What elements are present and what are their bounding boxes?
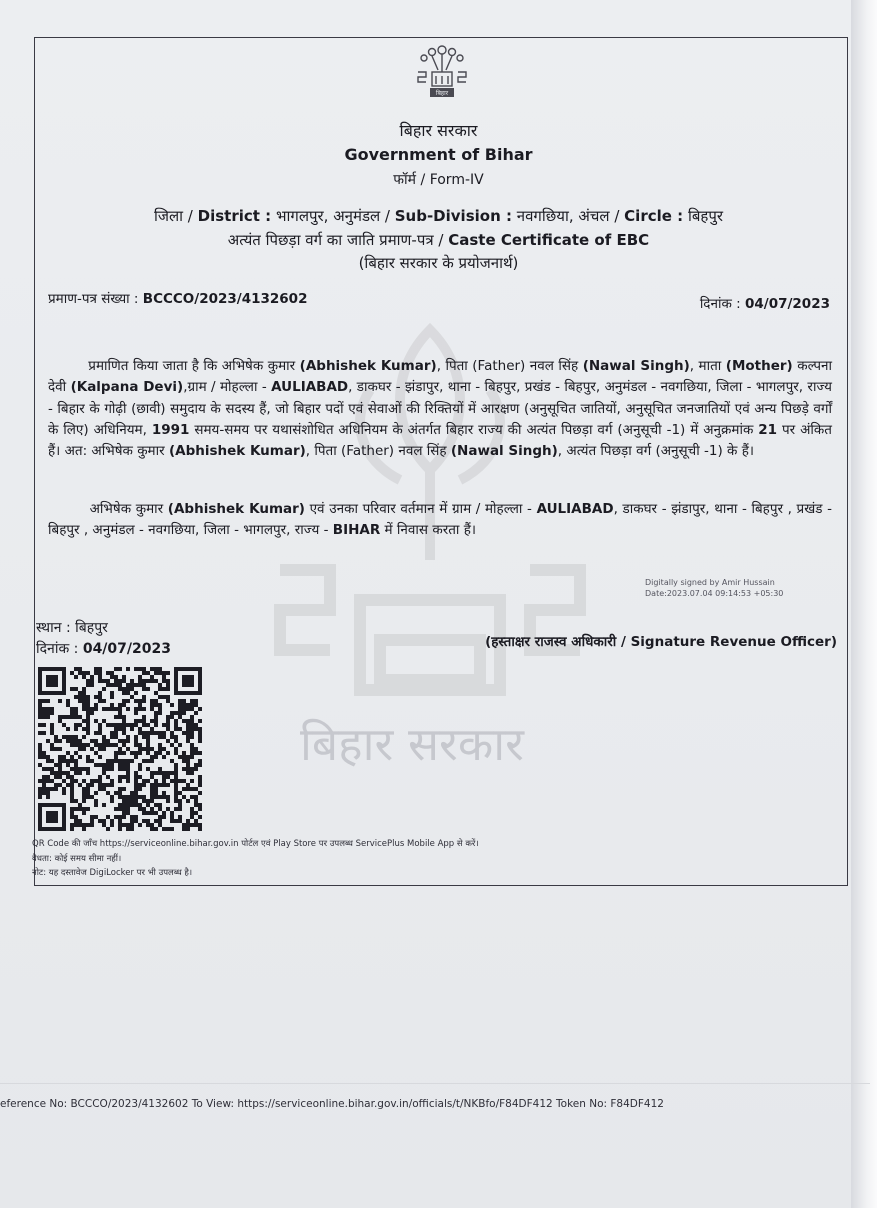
issue-date <box>700 294 830 312</box>
digital-signature-date: Date:2023.07.04 09:14:53 +05:30 <box>645 589 784 598</box>
issue-date-value: 04/07/2023 <box>744 296 830 312</box>
p1-text: प्रमाणित किया जाता है कि अभिषेक कुमार <box>88 358 296 374</box>
certificate-number <box>48 289 307 307</box>
p1-father: (Nawal Singh) <box>582 358 690 374</box>
place-date-block <box>36 618 171 660</box>
circle-label-en: Circle <box>624 207 672 225</box>
p1-serial: 21 <box>758 421 778 438</box>
p1-father: (Nawal Singh) <box>450 443 558 460</box>
p2-name: (Abhishek Kumar) <box>167 501 305 517</box>
digital-signature-stamp <box>645 577 783 599</box>
certificate-number-label: प्रमाण-पत्र संख्या : <box>48 291 139 307</box>
p2-text: में निवास करता हैं। <box>384 522 476 539</box>
fold-line <box>0 1083 870 1084</box>
district-label-hi: जिला <box>153 207 184 225</box>
emblem-label: बिहार <box>435 90 449 97</box>
p1-text: , पिता (Father) नवल सिंह <box>436 358 579 374</box>
p1-text: कल्पना देवी <box>48 358 833 396</box>
digital-signature-signer: Digitally signed by Amir Hussain <box>645 578 775 587</box>
certificate-number-value: BCCCO/2023/4132602 <box>142 291 308 307</box>
district-label-en: District <box>197 207 260 225</box>
place-label: स्थान : <box>36 620 71 636</box>
p1-text: , पिता (Father) नवल सिंह <box>305 443 447 460</box>
subdivision-label-hi: अनुमंडल <box>333 207 381 225</box>
p1-text: , माता <box>689 358 722 374</box>
footer-date-label: दिनांक : <box>36 641 79 657</box>
title-english: Caste Certificate of EBC <box>448 231 650 249</box>
certification-paragraph <box>48 356 832 462</box>
digilocker-note: नोट: यह दस्तावेज DigiLocker पर भी उपलब्ध है। <box>32 868 193 878</box>
district-value: भागलपुर <box>275 207 324 225</box>
circle-label-hi: अंचल <box>578 207 610 225</box>
validity-note: वैधता: कोई समय सीमा नहीं। <box>32 854 122 864</box>
p1-mother-label: (Mother) <box>725 358 793 374</box>
reference-line: eference No: BCCCO/2023/4132602 To View: https://serviceonline.bihar.gov.in/officials/t/NKBfo/F84DF412 Token No: F84DF412 <box>0 1098 664 1110</box>
p2-text: एवं उनका परिवार वर्तमान में ग्राम / मोहल्ला - <box>309 501 532 517</box>
p1-name: (Abhishek Kumar) <box>299 358 437 374</box>
qr-code[interactable] <box>38 667 202 831</box>
signature-label: (हस्ताक्षर राजस्व अधिकारी / Signature Revenue Officer) <box>485 634 837 650</box>
qr-verification-note: QR Code की जाँच https://serviceonline.bihar.gov.in पोर्टल एवं Play Store पर उपलब्ध ServicePlus Mobile App से करें। <box>32 839 479 849</box>
place-value: बिहपुर <box>75 620 108 636</box>
certificate-purpose: (बिहार सरकार के प्रयोजनार्थ) <box>358 254 519 272</box>
p1-year: 1991 <box>151 421 190 438</box>
p1-text: समय-समय पर यथासंशोधित अधिनियम के अंतर्गत बिहार राज्य की अत्यंत पिछड़ा वर्ग (अनुसूची -1) में अनुक्रमांक <box>194 421 754 438</box>
govt-english: Government of Bihar <box>344 145 533 164</box>
circle-value: बिहपुर <box>687 207 724 225</box>
certificate-title: अत्यंत पिछड़ा वर्ग का जाति प्रमाण-पत्र / Caste Certificate of EBC <box>227 231 650 249</box>
govt-hindi: बिहार सरकार <box>399 121 478 140</box>
p1-text: , अत्यंत पिछड़ा वर्ग (अनुसूची -1) के हैं। <box>557 443 754 460</box>
p2-text: , डाकघर - झंडापुर, थाना - बिहपुर , प्रखंड - बिहपुर , अनुमंडल - नवगछिया, जिला - भागलपुर, राज्य - <box>48 501 832 539</box>
jurisdiction-line: जिला / District : भागलपुर, अनुमंडल / Sub-Division : नवगछिया, अंचल / Circle : बिहपुर <box>153 207 724 225</box>
subdivision-label-en: Sub-Division <box>394 207 501 225</box>
issue-date-label: दिनांक : <box>699 296 741 312</box>
residence-paragraph <box>48 499 832 542</box>
p2-text: अभिषेक कुमार <box>89 501 164 517</box>
form-english: Form-IV <box>429 172 484 188</box>
title-hindi: अत्यंत पिछड़ा वर्ग का जाति प्रमाण-पत्र <box>227 231 434 249</box>
form-hindi: फॉर्म <box>393 172 417 188</box>
bihar-emblem-logo <box>410 40 474 102</box>
p1-village: AULIABAD <box>271 379 349 396</box>
p1-text: , डाकघर - झंडापुर, थाना - बिहपुर, प्रखंड - बिहपुर, अनुमंडल - नवगछिया, जिला - भागलपुर, राज्य - बिहार के गोढ़ी (छावी) समुदाय के सदस्य हैं, जो बिहार पदों एवं सेवाओं की रिक्तियों में आरक्षण (अनुसूचित जातियों, अनुसूचित जनजातियों एवं अन्य पिछड़े वर्गों के लिए) अधिनियम, <box>48 379 832 438</box>
footer-date-value: 04/07/2023 <box>82 641 171 657</box>
p1-text: ,ग्राम / मोहल्ला - <box>183 379 267 396</box>
form-number: फॉर्म / Form-IV <box>393 172 484 188</box>
watermark-text: बिहार सरकार <box>300 717 524 771</box>
subdivision-value: नवगछिया <box>516 207 569 225</box>
p2-state: BIHAR <box>332 522 381 539</box>
p1-name: (Abhishek Kumar) <box>168 443 306 460</box>
p1-text: पर अंकित हैं। अत: अभिषेक कुमार <box>48 421 832 460</box>
p1-mother: (Kalpana Devi) <box>70 379 184 396</box>
p2-village: AULIABAD <box>536 501 614 517</box>
